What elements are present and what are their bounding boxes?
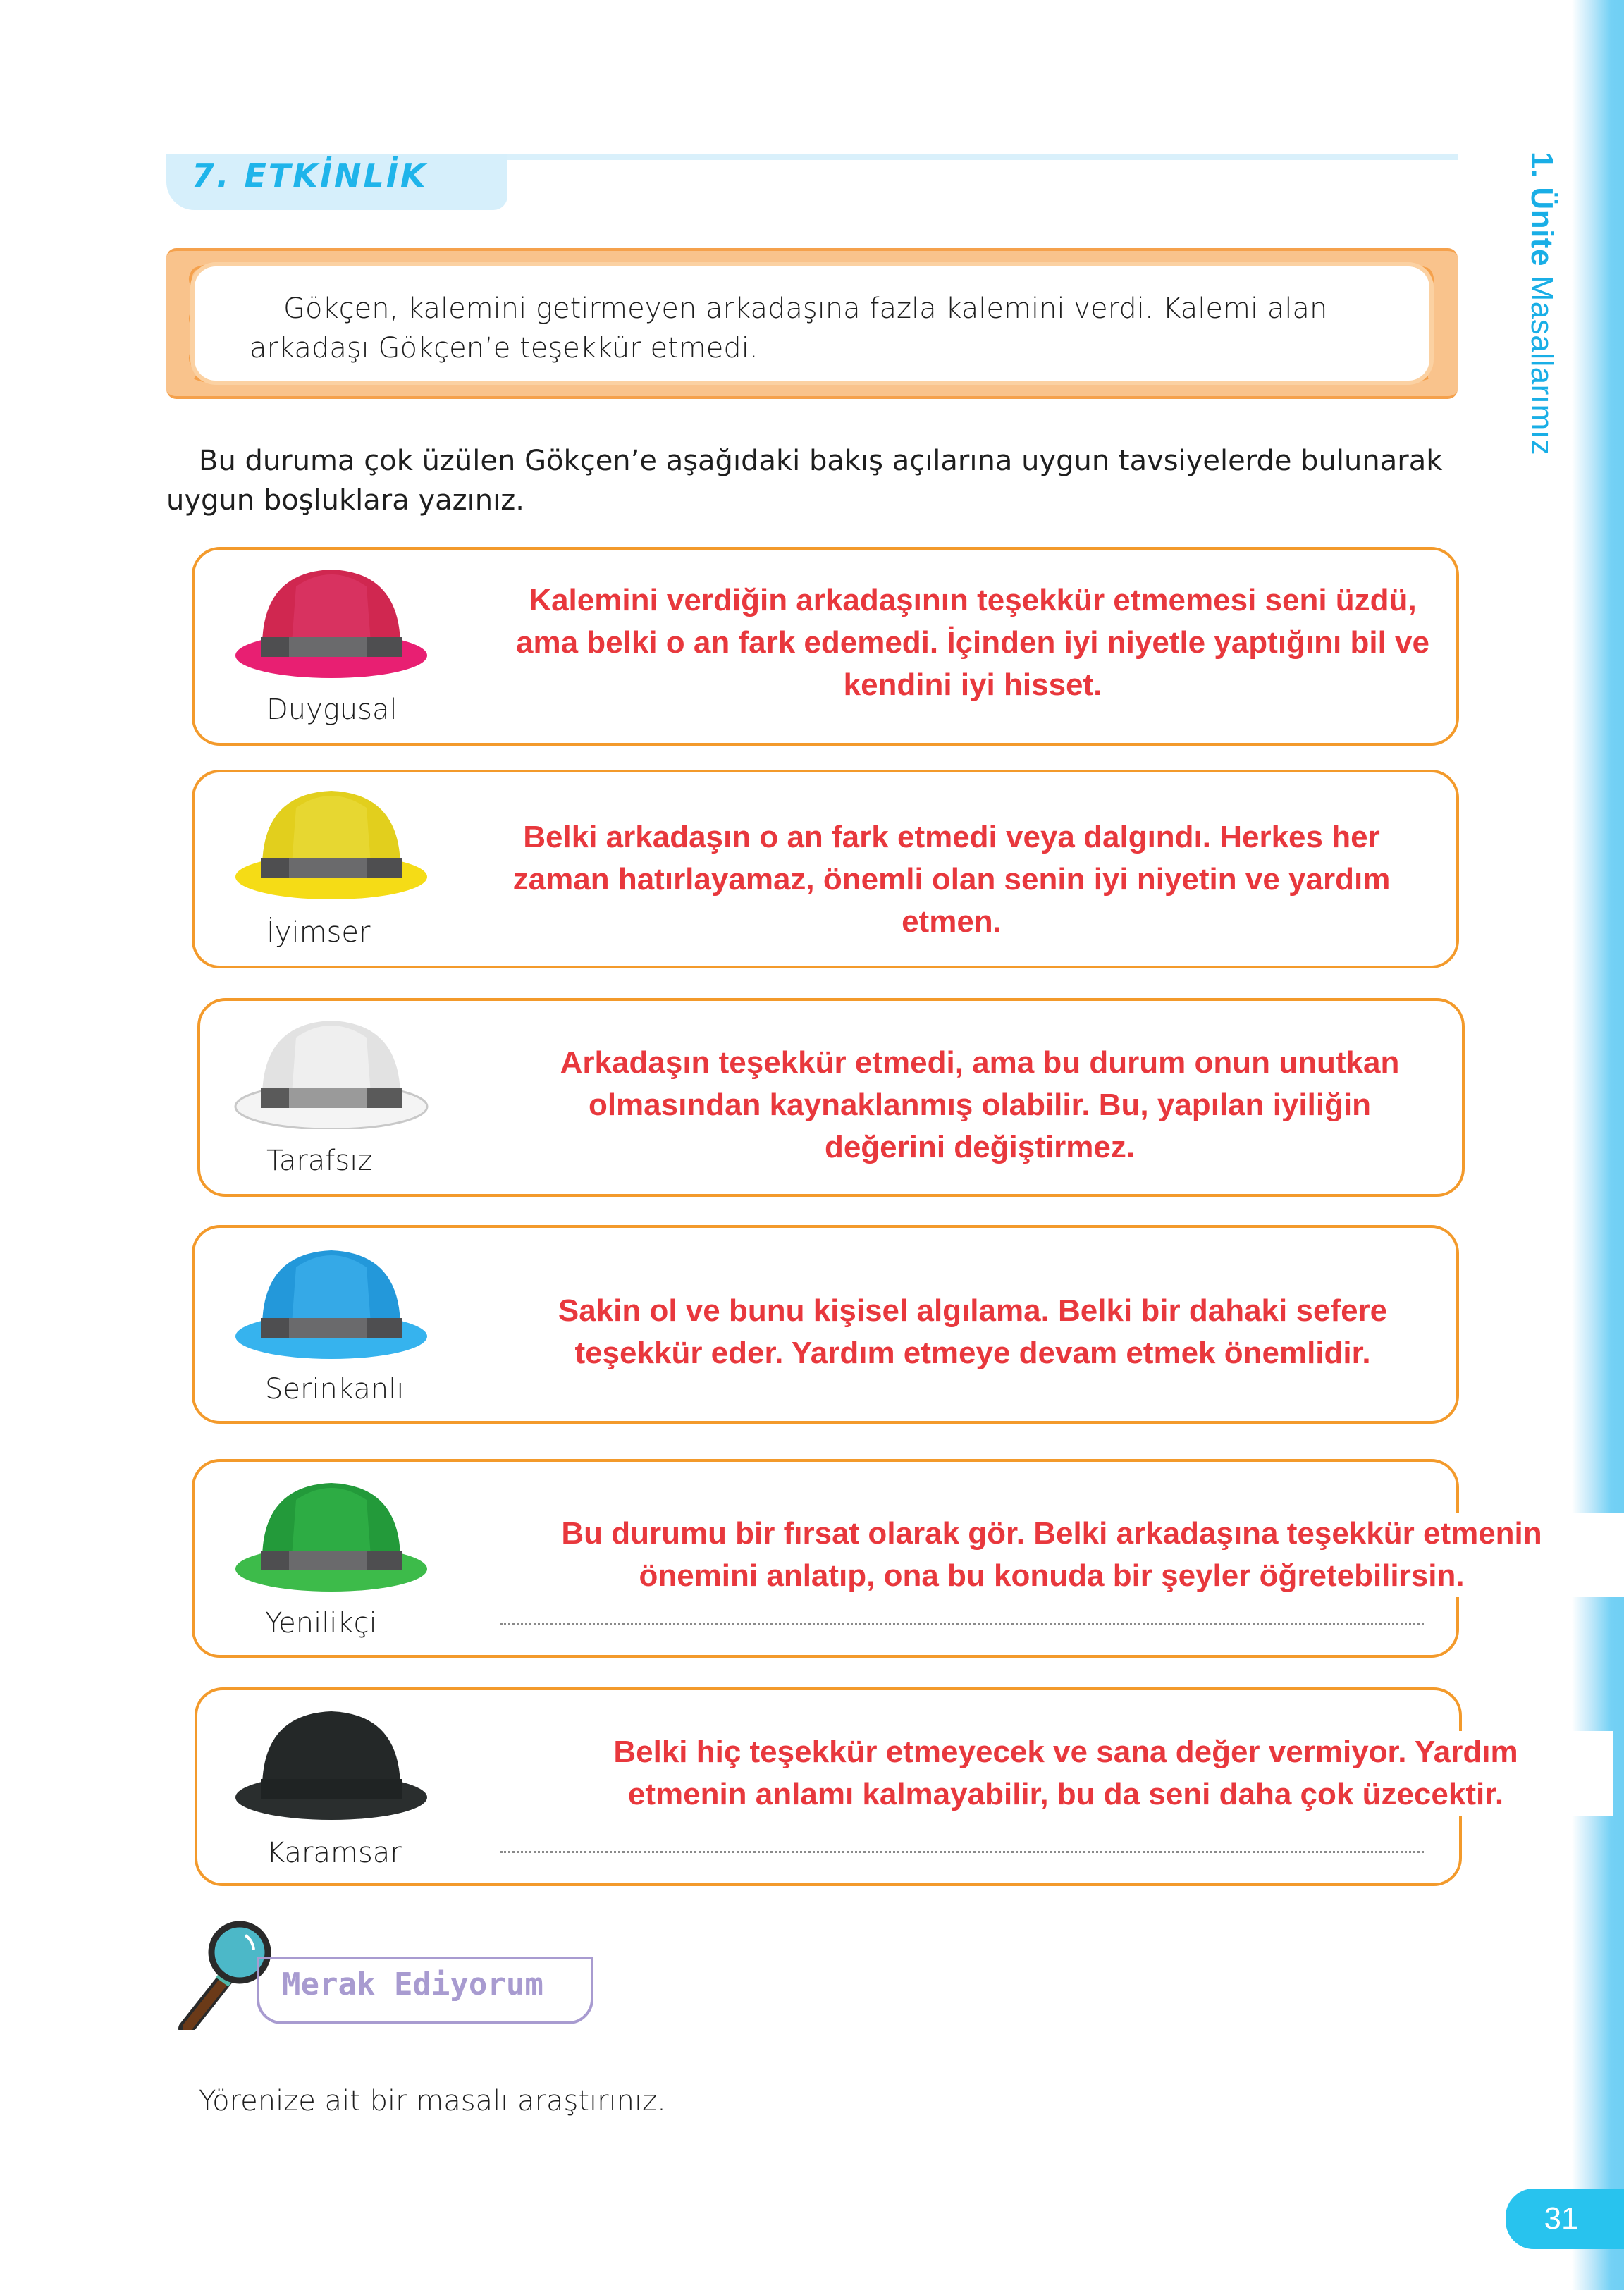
story-text: Gökçen, kalemini getirmeyen arkadaşına fazla kalemini verdi. Kalemi alan arkadaşı Gökçen’e teşekkür etmedi.	[250, 293, 1328, 364]
hat-label-iyimser: İyimser	[266, 916, 371, 949]
red-hat-icon	[233, 558, 430, 678]
unit-name: Masallarımız	[1525, 275, 1559, 456]
white-hat-icon	[233, 1009, 430, 1129]
side-strip	[1572, 0, 1624, 2290]
answer-line-yenilikci[interactable]	[500, 1623, 1424, 1625]
answer-line-karamsar[interactable]	[500, 1851, 1424, 1853]
answer-iyimser: Belki arkadaşın o an fark etmedi veya dalgındı. Herkes her zaman hatırlayamaz, önemli olan senin iyi niyetin ve yardım etmen.	[512, 820, 1391, 939]
black-hat-icon	[233, 1700, 430, 1820]
answer-karamsar: Belki hiç teşekkür etmeyecek ve sana değer vermiyor. Yardım etmenin anlamı kalmayabilir, bu da seni daha çok üzecektir.	[519, 1731, 1613, 1816]
hat-label-yenilikci: Yenilikçi	[265, 1607, 377, 1639]
page-number: 31	[1506, 2189, 1624, 2249]
hat-label-tarafsiz: Tarafsız	[266, 1145, 373, 1177]
hat-label-duygusal: Duygusal	[266, 694, 398, 726]
answer-duygusal: Kalemini verdiğin arkadaşının teşekkür etmemesi seni üzdü, ama belki o an fark edemedi. İçinden iyi niyetle yaptığını bil ve kendini iyi hisset.	[516, 583, 1429, 702]
green-hat-icon	[233, 1472, 430, 1592]
instruction-text: Bu duruma çok üzülen Gökçen’e aşağıdaki bakış açılarına uygun tavsiyelerde bulunarak uygun boşluklara yazınız.	[166, 445, 1443, 517]
blue-hat-icon	[233, 1239, 430, 1359]
research-task: Yörenize ait bir masalı araştırınız.	[199, 2085, 666, 2117]
unit-title	[1515, 152, 1572, 504]
answer-serinkanli: Sakin ol ve bunu kişisel algılama. Belki bir dahaki sefere teşekkür eder. Yardım etmeye devam etmek önemlidir.	[558, 1293, 1388, 1370]
merak-title: Merak Ediyorum	[282, 1966, 543, 2002]
hat-label-karamsar: Karamsar	[266, 1837, 402, 1869]
answer-yenilikci: Bu durumu bir fırsat olarak gör. Belki arkadaşına teşekkür etmenin önemini anlatıp, ona bu konuda bir şeyler öğretebilirsin.	[479, 1513, 1624, 1597]
answer-tarafsiz: Arkadaşın teşekkür etmedi, ama bu durum onun unutkan olmasından kaynaklanmış olabilir. Bu, yapılan iyiliğin değerini değiştirmez.	[560, 1045, 1400, 1164]
unit-number: 1. Ünite	[1525, 152, 1559, 266]
yellow-hat-icon	[233, 780, 430, 899]
activity-title: 7. ETKİNLİK	[192, 156, 428, 195]
hat-label-serinkanli: Serinkanlı	[265, 1373, 405, 1405]
